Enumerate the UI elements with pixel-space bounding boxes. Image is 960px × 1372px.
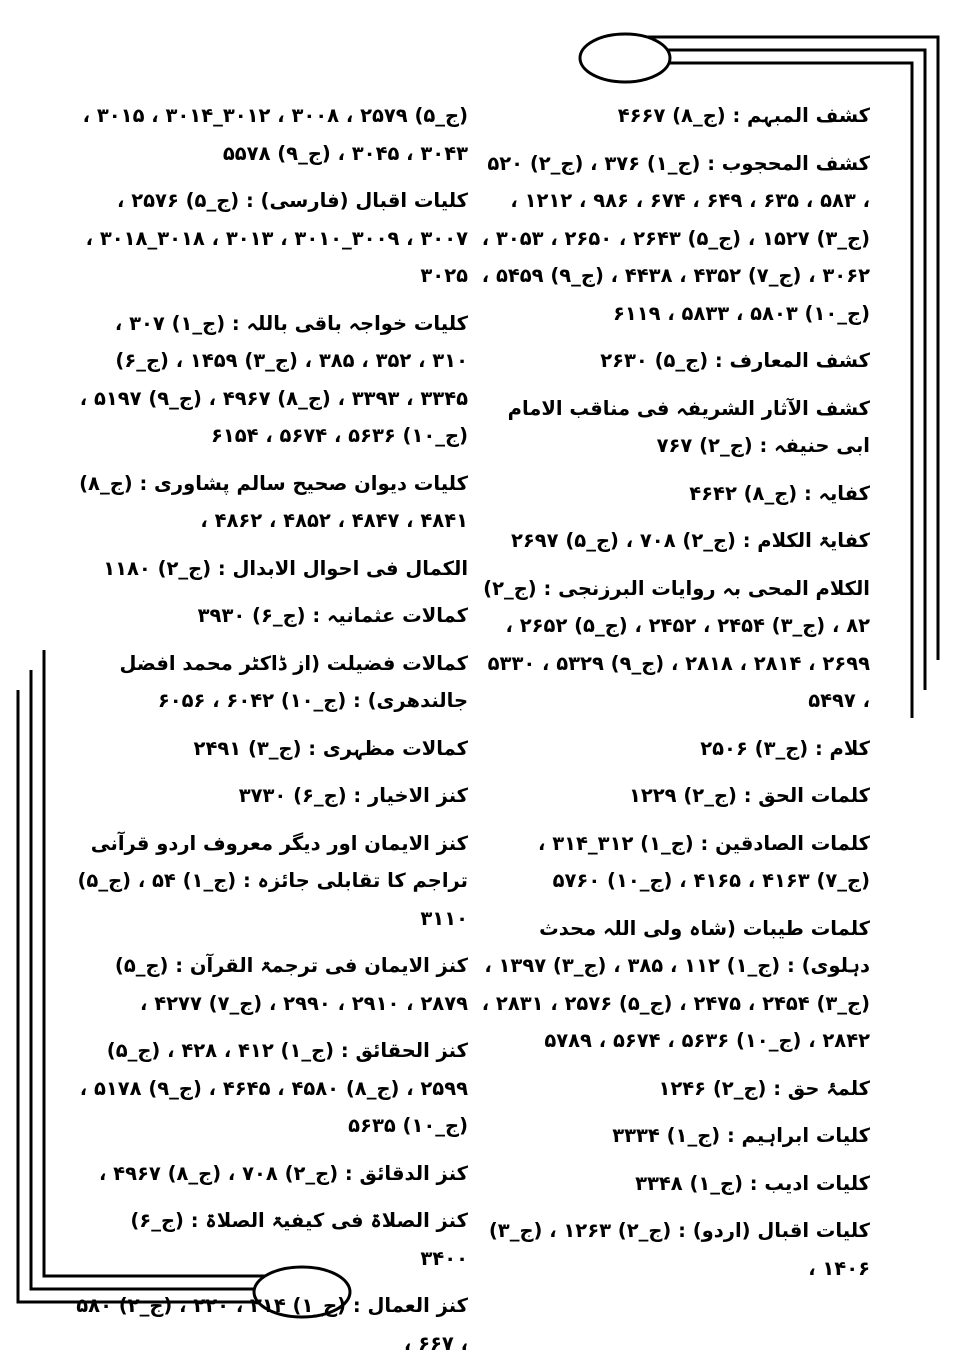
index-entry: کفایۃ الکلام : (ج_۲) ۷۰۸ ، (ج_۵) ۲۶۹۷ <box>510 529 870 552</box>
right-column <box>480 97 870 1297</box>
index-entry: کمالات عثمانیہ : (ج_۶) ۳۹۳۰ <box>197 604 468 627</box>
index-entry: الکمال فی احوال الابدال : (ج_۲) ۱۱۸۰ <box>103 556 468 580</box>
index-entry: کنز الایمان فی ترجمۃ القرآن : (ج_۵) ۲۸۷۹ ، ۲۹۱۰ ، ۲۹۹۰ ، (ج_۷) ۴۲۷۷ ، <box>114 954 468 1015</box>
index-entry: کشف المبہم : (ج_۸) ۴۶۶۷ <box>617 104 870 127</box>
index-entry: کلیات اقبال (اردو) : (ج_۲) ۱۲۶۳ ، (ج_۳) ۱۴۰۶ ، <box>488 1219 870 1280</box>
index-entry: کنز الصلاۃ فی کیفیۃ الصلاۃ : (ج_۶) ۳۴۰۰ <box>130 1209 468 1270</box>
index-entry: (ج_۵) ۲۵۷۹ ، ۳۰۰۸ ، ۳۰۱۲_۳۰۱۴ ، ۳۰۱۵ ، ۳۰۴۳ ، ۳۰۴۵ ، (ج_۹) ۵۵۷۸ <box>82 104 468 165</box>
index-entry: کنز الایمان اور دیگر معروف اردو قرآنی تراجم کا تقابلی جائزہ : (ج_۱) ۵۴ ، (ج_۵) ۳۱۱۰ <box>77 831 468 930</box>
top-oval-ornament <box>580 34 670 82</box>
index-entry: کمالات مظہری : (ج_۳) ۲۴۹۱ <box>193 736 468 760</box>
index-entry: کلام : (ج_۳) ۲۵۰۶ <box>700 736 870 760</box>
index-entry: کنز الاخیار : (ج_۶) ۳۷۳۰ <box>238 784 468 807</box>
index-entry: کشف المحجوب : (ج_۱) ۳۷۶ ، (ج_۲) ۵۲۰ ، ۵۸۳ ، ۶۳۵ ، ۶۴۹ ، ۶۷۴ ، ۹۸۶ ، ۱۲۱۲ ، (ج_۳) ۱۵۲۷ ، (ج_۵) ۲۶۴۳ ، ۲۶۵۰ ، ۳۰۵۳ ، ۳۰۶۲ ، (ج_۷) ۴۳۵۲ ، ۴۴۳۸ ، (ج_۹) ۵۴۵۹ ، (ج_۱۰) ۵۸۰۳ ، ۵۸۳۳ ، ۶۱۱۹ <box>481 151 870 325</box>
index-entry: کلمات الصادقین : (ج_۱) ۳۱۲_۳۱۴ ، (ج_۷) ۴۱۶۳ ، ۴۱۶۵ ، (ج_۱۰) ۵۷۶۰ <box>538 831 870 892</box>
index-entry: کلمات طیبات (شاہ ولی اللہ محدث دہلوی) : (ج_۱) ۱۱۲ ، ۳۸۵ ، (ج_۳) ۱۳۹۷ ، (ج_۳) ۲۴۵۴ ، ۲۴۷۵ ، (ج_۵) ۲۵۷۶ ، ۲۸۳۱ ، ۲۸۴۲ ، (ج_۱۰) ۵۶۳۶ ، ۵۶۷۴ ، ۵۷۸۹ <box>481 916 870 1052</box>
index-entry: کلیات ابراہیم : (ج_۱) ۳۳۳۴ <box>612 1124 870 1147</box>
index-entry: کشف الآثار الشریفہ فی مناقب الامام ابی حنیفہ : (ج_۲) ۷۶۷ <box>507 396 870 457</box>
index-entry: الکلام المحی بہ روایات البرزنجی : (ج_۲) ۸۲ ، (ج_۳) ۲۴۵۴ ، ۲۴۵۲ ، (ج_۵) ۲۶۵۲ ، ۲۶۹۹ ، ۲۸۱۴ ، ۲۸۱۸ ، (ج_۹) ۵۳۲۹ ، ۵۳۳۰ ، ۵۴۹۷ <box>483 576 870 712</box>
index-entry: کلمات الحق : (ج_۲) ۱۲۲۹ <box>628 784 870 807</box>
index-entry: کلیات ادیب : (ج_۱) ۳۳۴۸ <box>635 1171 870 1195</box>
index-entry: کلیات دیوان صحیح سالم پشاوری : (ج_۸) ۴۸۴۱ ، ۴۸۴۷ ، ۴۸۵۲ ، ۴۸۶۲ ، <box>79 471 468 532</box>
index-entry: کلیات خواجہ باقی باللہ : (ج_۱) ۳۰۷ ، ۳۱۰ ، ۳۵۲ ، ۳۸۵ ، (ج_۳) ۱۴۵۹ ، (ج_۶) ۳۳۴۵ ، ۳۳۹۳ ، (ج_۸) ۴۹۶۷ ، (ج_۹) ۵۱۹۷ ، (ج_۱۰) ۵۶۳۶ ، ۵۶۷۴ ، ۶۱۵۴ <box>79 311 468 447</box>
index-entry: کشف المعارف : (ج_۵) ۲۶۳۰ <box>600 349 870 372</box>
index-entry: کنز الحقائق : (ج_۱) ۴۱۲ ، ۴۲۸ ، (ج_۵) ۲۵۹۹ ، (ج_۸) ۴۵۸۰ ، ۴۶۴۵ ، (ج_۹) ۵۱۷۸ ، (ج_۱۰) ۵۶۳۵ <box>79 1039 468 1137</box>
index-entry: کنز الدقائق : (ج_۲) ۷۰۸ ، (ج_۸) ۴۹۶۷ ، <box>98 1161 468 1185</box>
index-entry: کنز العمال : (ج_۱) ۲۱۴ ، ۲۲۰ ، (ج_۲) ۵۸۰ ، ۶۶۷ ، <box>76 1294 468 1355</box>
index-entry: کفایہ : (ج_۸) ۴۶۴۲ <box>689 481 870 505</box>
index-entry: کلیات اقبال (فارسی) : (ج_۵) ۲۵۷۶ ، ۳۰۰۷ ، ۳۰۰۹_۳۰۱۰ ، ۳۰۱۳ ، ۳۰۱۸_۳۰۱۸ ، ۳۰۲۵ <box>85 189 468 287</box>
index-entry: کلمۂ حق : (ج_۲) ۱۲۴۶ <box>658 1076 870 1100</box>
index-entry: کمالات فضیلت (از ڈاکٹر محمد افضل جالندھری) : (ج_۱۰) ۶۰۴۲ ، ۶۰۵۶ <box>119 651 468 712</box>
left-column <box>76 97 468 1372</box>
